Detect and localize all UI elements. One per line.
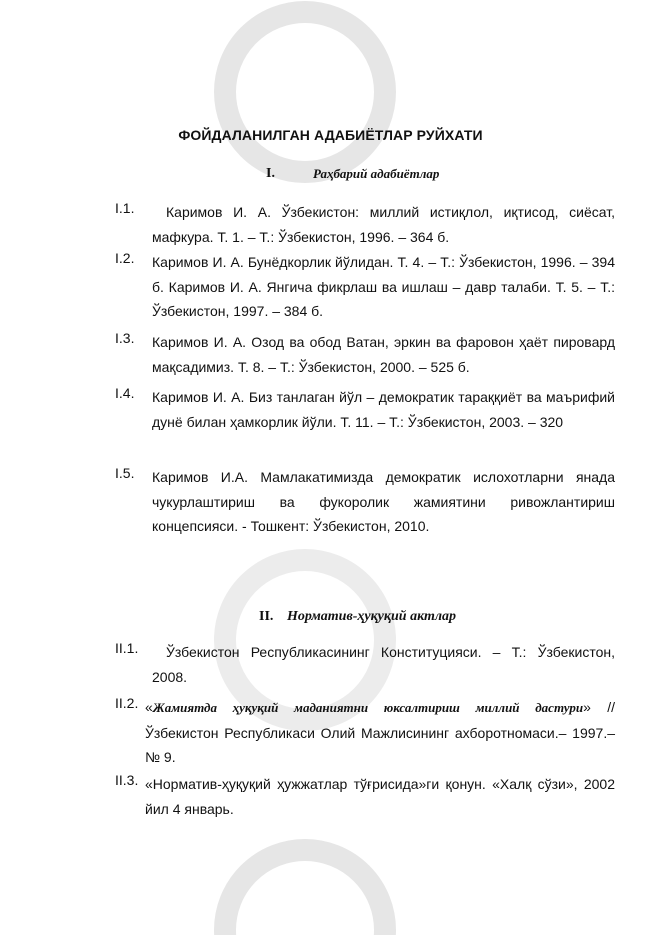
quote-close: » // Ўзбекистон Республикаси Олий Мажлисининг ахборотномаси.– 1997.–№ 9. bbox=[145, 699, 615, 765]
section-title: Раҳбарий адабиётлар bbox=[313, 166, 440, 181]
section-number: I. bbox=[266, 166, 275, 181]
quote-open: « bbox=[145, 699, 153, 715]
item-text: Каримов И.А. Мамлакатимизда демократик ислохотларни янада чукурлаштириш ва фукоролик жамиятини ривожлантириш концепсияси. - Тошкент: Ўзбекистон, 2010. bbox=[152, 469, 615, 534]
program-title: Жамиятда ҳуқуқий маданиятни юксалтириш миллий дастури bbox=[152, 700, 584, 715]
item-code: II.2. bbox=[115, 695, 139, 711]
item-code: I.2. bbox=[115, 250, 135, 266]
item-code: I.4. bbox=[115, 385, 135, 401]
page-title: ФОЙДАЛАНИЛГАН АДАБИЁТЛАР РУЙХАТИ bbox=[178, 127, 483, 143]
item-text: Каримов И. А. Биз танлаган йўл – демократик тараққиёт ва маърифий дунё билан ҳамкорлик йўли. Т. 11. – Т.: Ўзбекистон, 2003. – 320 bbox=[152, 389, 615, 430]
item-code: I.5. bbox=[115, 465, 135, 481]
item-text: «Норматив-ҳуқуқий ҳужжатлар тўғрисида»ги қонун. «Халқ сўзи», 2002 йил 4 январь. bbox=[145, 776, 615, 817]
item-text bbox=[145, 695, 615, 770]
item-text: Каримов И. А. Озод ва обод Ватан, эркин ва фаровон ҳаёт пировард мақсадимиз. Т. 8. – Т.: Ўзбекистон, 2000. – 525 б. bbox=[152, 334, 615, 375]
item-code: II.3. bbox=[115, 772, 139, 788]
item-code: I.3. bbox=[115, 330, 135, 346]
item-code: I.1. bbox=[115, 200, 135, 216]
item-text: Каримов И. А. Бунёдкорлик йўлидан. Т. 4. – Т.: Ўзбекистон, 1996. – 394 б. Каримов И. А. Янгича фикрлаш ва ишлаш – давр талаби. Т. 5. – Т.: Ўзбекистон, 1997. – 384 б. bbox=[152, 254, 615, 319]
item-text: Каримов И. А. Ўзбекистон: миллий истиқлол, иқтисод, сиёсат, мафкура. Т. 1. – Т.: Ўзбекистон, 1996. – 364 б. bbox=[152, 204, 615, 245]
section-title: Норматив-ҳуқуқий актлар bbox=[287, 609, 457, 624]
item-text: Ўзбекистон Республикасининг Конституцияси. – Т.: Ўзбекистон, 2008. bbox=[152, 644, 615, 685]
item-code: II.1. bbox=[115, 640, 139, 656]
section-number: II. bbox=[259, 609, 274, 624]
